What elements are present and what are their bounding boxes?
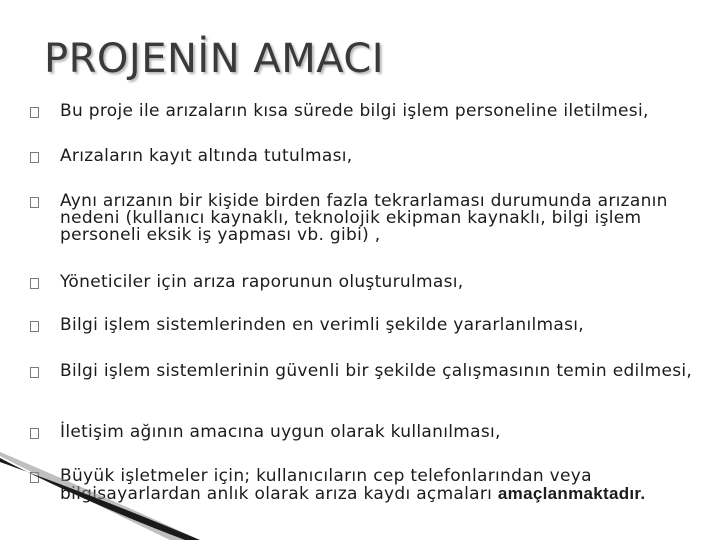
bullet-text: Bu proje ile arızaların kısa sürede bilgi işlem personeline iletilmesi, <box>60 101 649 121</box>
corner-swoosh-decoration <box>0 452 200 540</box>
bullet-text: İletişim ağının amacına uygun olarak kullanılması, <box>60 422 501 442</box>
square-bullet-icon <box>30 367 39 378</box>
square-bullet-icon <box>30 428 39 439</box>
bullet-text-emphasis: amaçlanmaktadır. <box>497 484 646 503</box>
bullet-text: Aynı arızanın bir kişide birden fazla tekrarlaması durumunda arızanın nedeni (kullanıcı kaynaklı, teknolojik ekipman kaynaklı, bilgi işlem personeli eksik iş yapması vb. gibi) , <box>60 191 668 245</box>
bullet-text-main: Büyük işletmeler için; kullanıcıların cep telefonlarından veya bilgisayarlardan anlık olarak arıza kaydı açmaları <box>60 466 592 504</box>
square-bullet-icon <box>30 152 39 163</box>
slide-title: PROJENİN AMACI <box>44 36 385 82</box>
bullet-text: Arızaların kayıt altında tutulması, <box>60 146 353 166</box>
bullet-text: Bilgi işlem sistemlerinin güvenli bir şekilde çalışmasının temin edilmesi, <box>60 361 693 381</box>
bullet-text: Yöneticiler için arıza raporunun oluşturulması, <box>60 272 464 292</box>
square-bullet-icon <box>30 107 39 118</box>
square-bullet-icon <box>30 321 39 332</box>
square-bullet-icon <box>30 278 39 289</box>
bullet-text: Bilgi işlem sistemlerinden en verimli şekilde yararlanılması, <box>60 315 585 335</box>
square-bullet-icon <box>30 197 39 208</box>
